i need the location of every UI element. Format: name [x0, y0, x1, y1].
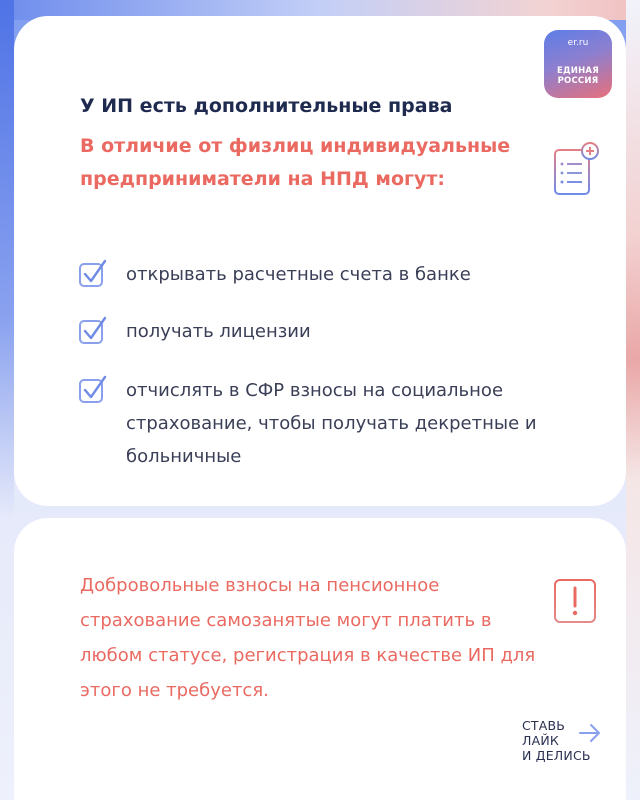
document-add-icon: [552, 142, 600, 196]
arrow-right-icon: [578, 722, 602, 744]
checkbox-icon: [78, 258, 108, 288]
list-item-text: отчислять в СФР взносы на социальное страхование, чтобы получать декретные и больничные: [126, 380, 537, 467]
rights-title: У ИП есть дополнительные права: [80, 95, 453, 117]
pension-note: Добровольные взносы на пенсионное страхование самозанятые могут платить в любом статусе, регистрация в качестве ИП для этого не требуется.: [80, 575, 536, 701]
logo-url: er.ru: [567, 38, 589, 48]
list-item-text: открывать расчетные счета в банке: [126, 264, 471, 285]
list-item-text: получать лицензии: [126, 321, 311, 342]
logo-name: ЕДИНАЯ РОССИЯ: [557, 66, 599, 86]
checkbox-icon: [78, 374, 108, 404]
checkbox-icon: [78, 315, 108, 345]
background-left-strip: [0, 0, 14, 800]
party-logo[interactable]: [544, 30, 612, 98]
background-right-strip: [626, 0, 640, 800]
share-line-2: ЛАЙК: [522, 733, 559, 748]
rights-subtitle: В отличие от физлиц индивидуальные предприниматели на НПД могут:: [80, 135, 511, 190]
exclamation-icon: [553, 578, 597, 624]
share-line-3: И ДЕЛИСЬ: [522, 748, 591, 763]
share-line-1: СТАВЬ: [522, 718, 566, 733]
